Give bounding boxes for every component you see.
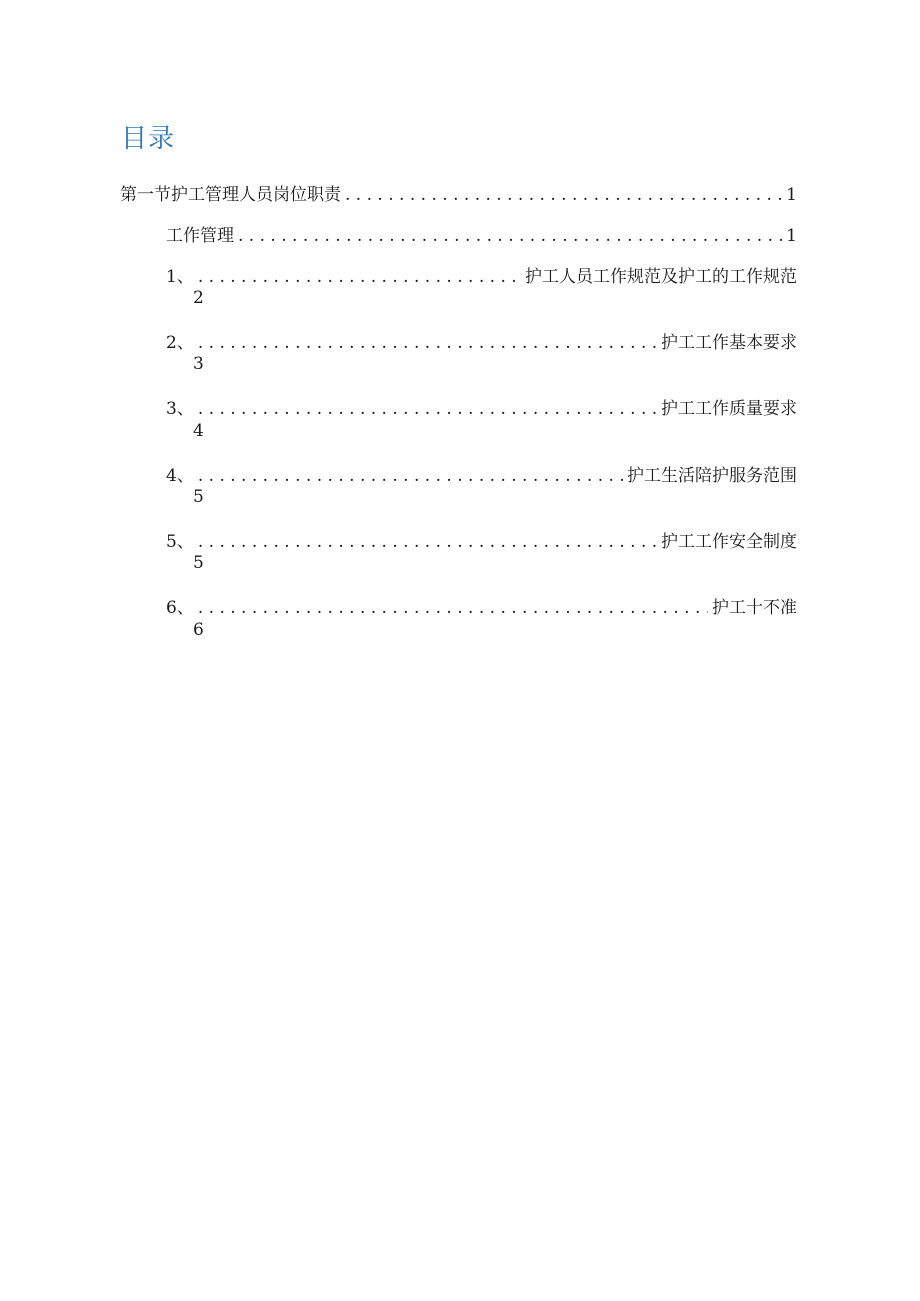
- toc-entry-page: 1: [786, 226, 797, 246]
- toc-entry-page: 6: [193, 620, 204, 640]
- toc-entry-page: 1: [786, 185, 797, 205]
- toc-entry[interactable]: [166, 328, 797, 354]
- toc-entry-page: 5: [193, 487, 204, 507]
- dot-leader: [238, 226, 782, 246]
- toc-entry-text: 护工生活陪护服务范围: [627, 466, 797, 486]
- toc-entry[interactable]: [166, 394, 797, 420]
- dot-leader: [198, 598, 708, 618]
- dot-leader: [198, 399, 657, 419]
- toc-entry-page: 4: [193, 421, 204, 441]
- toc-entry-text: 护工十不准: [712, 598, 797, 618]
- toc-entry-text: 工作管理: [166, 226, 234, 246]
- dot-leader: [198, 267, 521, 287]
- toc-entry-text: 第一节护工管理人员岗位职责: [120, 185, 341, 205]
- toc-title: 目录: [121, 124, 176, 154]
- dot-leader: [198, 333, 657, 353]
- toc-entry[interactable]: [166, 262, 797, 288]
- toc-entry-number: 6、: [166, 598, 194, 618]
- toc-entry-page: 2: [193, 288, 204, 308]
- toc-entry[interactable]: [166, 527, 797, 553]
- dot-leader: [198, 466, 623, 486]
- toc-entry-text: 护工人员工作规范及护工的工作规范: [525, 267, 797, 287]
- toc-entry[interactable]: [166, 461, 797, 487]
- toc-entry-page: 5: [193, 553, 204, 573]
- toc-entry-text: 护工工作质量要求: [661, 399, 797, 419]
- toc-entry-text: 护工工作基本要求: [661, 333, 797, 353]
- dot-leader: [345, 185, 782, 205]
- toc-entry-number: 1、: [166, 267, 194, 287]
- toc-entry[interactable]: [120, 180, 797, 206]
- toc-entry-page: 3: [193, 354, 204, 374]
- toc-entry-number: 3、: [166, 399, 194, 419]
- toc-entry-text: 护工工作安全制度: [661, 532, 797, 552]
- toc-entry-number: 2、: [166, 333, 194, 353]
- toc-entry-number: 4、: [166, 466, 194, 486]
- toc-entry-number: 5、: [166, 532, 194, 552]
- toc-entry[interactable]: [166, 593, 797, 619]
- dot-leader: [198, 532, 657, 552]
- toc-entry[interactable]: [166, 221, 797, 247]
